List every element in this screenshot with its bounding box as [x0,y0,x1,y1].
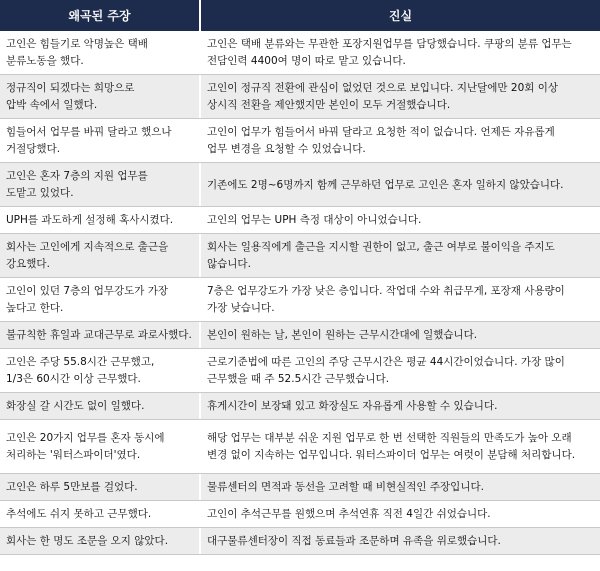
claim-cell: 회사는 한 명도 조문을 오지 않았다. [0,528,199,555]
truth-cell: 휴게시간이 보장돼 있고 화장실도 자유롭게 사용할 수 있습니다. [201,393,600,420]
truth-cell: 7층은 업무강도가 가장 낮은 층입니다. 작업대 수와 취급무게, 포장재 사용량이 가장 낮습니다. [201,278,600,322]
table-row [0,349,600,393]
claim-cell: 화장실 갈 시간도 없이 일했다. [0,393,199,420]
table-row [0,474,600,501]
truth-cell: 물류센터의 면적과 동선을 고려할 때 비현실적인 주장입니다. [201,474,600,501]
truth-cell: 해당 업무는 대부분 쉬운 지원 업무로 한 번 선택한 직원들의 만족도가 높아 오래 변경 없이 지속하는 업무입니다. 워터스파이더 업무는 여럿이 분담해 처리합니다. [201,420,600,474]
claim-cell: 고인은 혼자 7층의 지원 업무를 도맡고 있었다. [0,163,199,207]
table-row [0,31,600,75]
table-row [0,420,600,474]
table-row [0,393,600,420]
claim-cell: 정규직이 되겠다는 희망으로 압박 속에서 일했다. [0,75,199,119]
truth-cell: 회사는 일용직에게 출근을 지시할 권한이 없고, 출근 여부로 불이익을 주지도 않습니다. [201,234,600,278]
header-claim: 왜곡된 주장 [0,0,199,31]
table-row [0,322,600,349]
claim-cell: 회사는 고인에게 지속적으로 출근을 강요했다. [0,234,199,278]
header-truth: 진실 [201,0,600,31]
claim-cell: 힘들어서 업무를 바꿔 달라고 했으나 거절당했다. [0,119,199,163]
claim-cell: 고인은 20가지 업무를 혼자 동시에 처리하는 '워터스파이더'였다. [0,420,199,474]
truth-cell: 고인은 택배 분류와는 무관한 포장지원업무를 담당했습니다. 쿠팡의 분류 업무는 전담인력 4400여 명이 따로 맡고 있습니다. [201,31,600,75]
table-row [0,501,600,528]
claim-cell: 불규칙한 휴일과 교대근무로 과로사했다. [0,322,199,349]
claim-cell: 고인은 힘들기로 악명높은 택배 분류노동을 했다. [0,31,199,75]
table-row [0,207,600,234]
claim-cell: 고인은 하루 5만보를 걸었다. [0,474,199,501]
row-divider [0,554,600,555]
truth-cell: 대구물류센터장이 직접 동료들과 조문하며 유족을 위로했습니다. [201,528,600,555]
table-row [0,119,600,163]
truth-cell: 기존에도 2명~6명까지 함께 근무하던 업무로 고인은 혼자 일하지 않았습니다. [201,163,600,207]
truth-cell: 고인이 업무가 힘들어서 바꿔 달라고 요청한 적이 없습니다. 언제든 자유롭게 업무 변경을 요청할 수 있었습니다. [201,119,600,163]
table-row [0,278,600,322]
truth-cell: 근로기준법에 따른 고인의 주당 근무시간은 평균 44시간이었습니다. 가장 많이 근무했을 때 주 52.5시간 근무했습니다. [201,349,600,393]
truth-cell: 본인이 원하는 날, 본인이 원하는 근무시간대에 일했습니다. [201,322,600,349]
claim-cell: 고인은 주당 55.8시간 근무했고, 1/3은 60시간 이상 근무했다. [0,349,199,393]
truth-cell: 고인의 업무는 UPH 측정 대상이 아니었습니다. [201,207,600,234]
truth-cell: 고인이 추석근무를 원했으며 추석연휴 직전 4일간 쉬었습니다. [201,501,600,528]
truth-cell: 고인이 정규직 전환에 관심이 없었던 것으로 보입니다. 지난달에만 20회 이상 상시직 전환을 제안했지만 본인이 모두 거절했습니다. [201,75,600,119]
table-row [0,528,600,555]
table-row [0,234,600,278]
claim-cell: 고인이 있던 7층의 업무강도가 가장 높다고 한다. [0,278,199,322]
claim-cell: UPH를 과도하게 설정해 혹사시켰다. [0,207,199,234]
table-row [0,163,600,207]
table-row [0,75,600,119]
claim-cell: 추석에도 쉬지 못하고 근무했다. [0,501,199,528]
